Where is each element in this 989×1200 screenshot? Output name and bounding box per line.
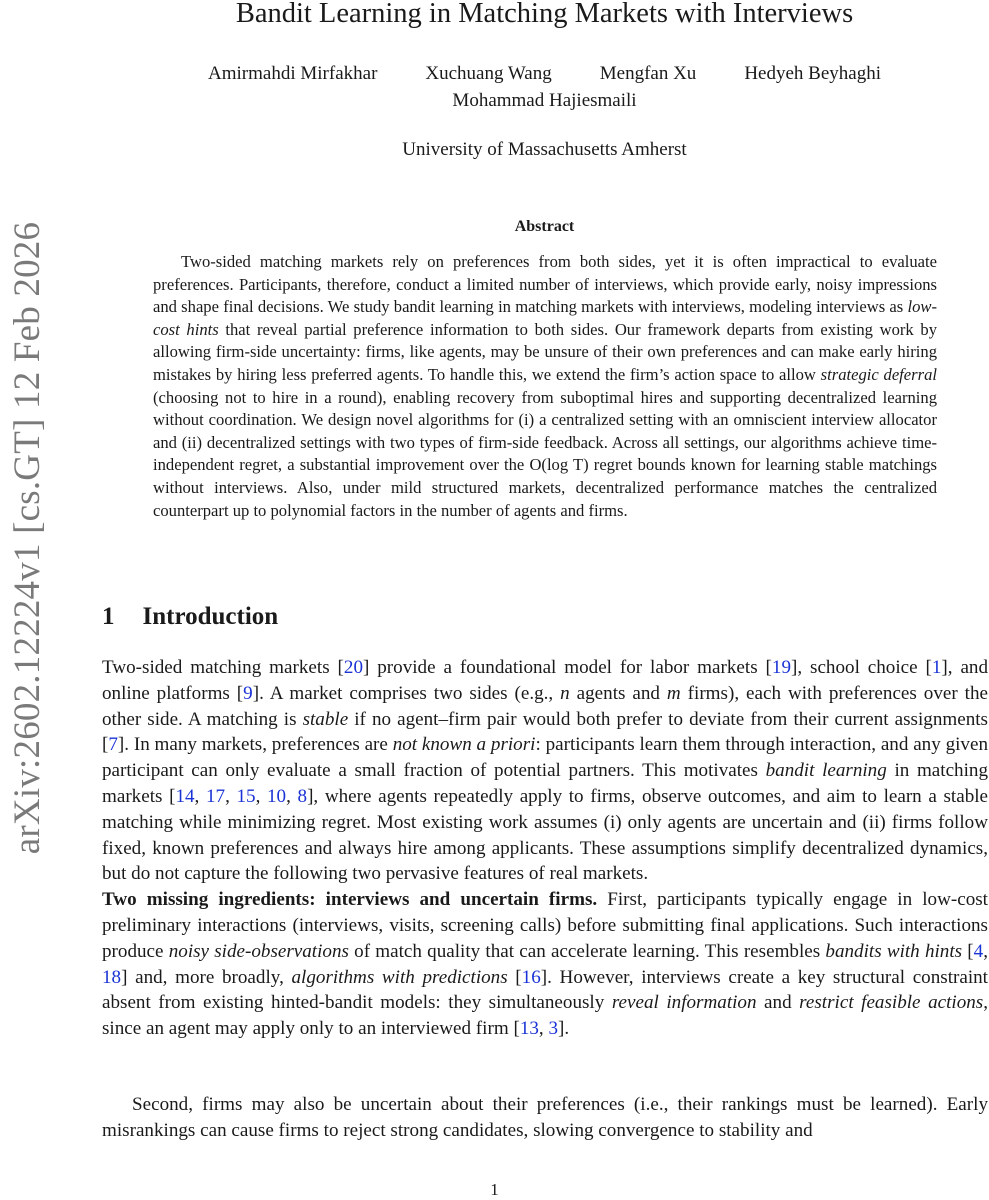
abstract-text: Two-sided matching markets rely on preferences from both sides, yet it is often impractical to evaluate preferences. Participants, therefore, conduct a limited number of interviews, which provide early, noisy impressions and shape final decisions. We study bandit learning in matching markets with interviews, modeling interviews as low-cost hints that reveal partial preference information to both sides. Our framework departs from existing work by allowing firm-side uncertainty: firms, like agents, may be unsure of their own preferences and can make early hiring mistakes by hiring less preferred agents. To handle this, we extend the firm’s action space to allow strategic deferral (choosing not to hire in a round), enabling recovery from suboptimal hires and supporting decentralized learning without coordination. We design novel algorithms for (i) a centralized setting with an omniscient interview allocator and (ii) decentralized settings with two types of firm-side feedback. Across all settings, our algorithms achieve time-independent regret, a substantial improvement over the O(log T) regret bounds known for learning stable matchings without interviews. Also, under mild structured markets, decentralized performance matches the centralized counterpart up to polynomial factors in the number of agents and firms. — [153, 252, 938, 520]
emphasis: low-cost hints — [153, 297, 937, 339]
affiliation: University of Massachusetts Amherst — [402, 139, 687, 160]
emphasis: reveal information — [611, 992, 757, 1014]
citation-link[interactable]: 4 — [973, 940, 984, 962]
citation-link[interactable]: 13 — [519, 1018, 539, 1040]
citation-link[interactable]: 1 — [931, 657, 942, 678]
paragraph-run-in-heading: Two missing ingredients: interviews and uncertain firms. — [102, 889, 598, 911]
math-variable: n — [560, 682, 570, 704]
emphasis: stable — [302, 708, 349, 730]
page-number: 1 — [490, 1180, 499, 1199]
author-row-2 — [100, 87, 989, 114]
paper-title: Bandit Learning in Matching Markets with Interviews — [235, 0, 854, 29]
citation-link[interactable]: 8 — [297, 785, 308, 807]
citation-link[interactable]: 20 — [343, 657, 363, 678]
citation-link[interactable]: 16 — [521, 966, 541, 988]
emphasis: noisy side-observations — [168, 940, 349, 962]
citation-link[interactable]: 18 — [102, 966, 122, 988]
author-name: Mengfan Xu — [599, 63, 697, 84]
citation-link[interactable]: 7 — [108, 734, 118, 756]
intro-paragraph-1: Two-sided matching markets [20] provide a foundational model for labor markets [19], school choice [1], and online platforms [9]. A market comprises two sides (e.g., n agents and m firms), each with preferences over the other side. A matching is stable if no agent–firm pair would both prefer to deviate from their current assignments [7]. In many markets, preferences are not known a priori: participants learn them through interaction, and any given participant can only evaluate a small fraction of potential partners. This motivates bandit learning in matching markets [14, 17, 15, 10, 8], where agents repeatedly apply to firms, observe outcomes, and aim to learn a stable matching while minimizing regret. Most existing work assumes (i) only agents are uncertain and (ii) firms follow fixed, known preferences and always hire among applicants. These assumptions simplify decentralized dynamics, but do not capture the following two pervasive features of real markets. Two missing ingredients: interviews and uncertain firms. First, participants typically engage in low-cost preliminary interactions (interviews, visits, screening calls) before submitting final applications. Such interactions produce noisy side-observations of match quality that can accelerate learning. This resembles bandits with hints [4, 18] and, more broadly, algorithms with predictions [16]. However, interviews create a key structural constraint absent from existing hinted-bandit models: they simultaneously reveal information and restrict feasible actions, since an agent may apply only to an interviewed firm [13, 3]. — [102, 657, 989, 1040]
emphasis: not known a priori — [392, 734, 536, 756]
author-name: Amirmahdi Mirfakhar — [208, 63, 378, 84]
citation-link[interactable]: 3 — [548, 1018, 558, 1040]
author-list — [100, 60, 989, 114]
abstract-heading: Abstract — [514, 218, 575, 235]
emphasis: bandit learning — [765, 760, 887, 782]
arxiv-identifier-stamp: arXiv:2602.12224v1 [cs.GT] 12 Feb 2026 — [7, 221, 48, 855]
citation-link[interactable]: 15 — [236, 785, 256, 807]
intro-paragraph-2: Second, firms may also be uncertain about their preferences (i.e., their rankings must be learned). Early misrankings can cause firms to reject strong candidates, slowing convergence to stability and — [102, 1094, 988, 1141]
emphasis: algorithms with predictions — [291, 966, 508, 988]
section-heading-introduction — [102, 603, 278, 631]
author-name: Mohammad Hajiesmaili — [452, 90, 637, 111]
citation-link[interactable]: 17 — [205, 785, 226, 807]
section-number: 1 — [102, 603, 115, 630]
citation-link[interactable]: 9 — [243, 682, 253, 704]
emphasis: bandits with hints — [825, 940, 963, 962]
author-row-1 — [100, 60, 989, 87]
math-variable: m — [666, 682, 681, 704]
author-name: Hedyeh Beyhaghi — [744, 63, 881, 84]
author-name: Xuchuang Wang — [425, 63, 552, 84]
emphasis: restrict feasible actions — [799, 992, 984, 1014]
math-expression: O(log T) — [529, 455, 589, 475]
emphasis: strategic deferral — [820, 364, 937, 384]
section-title: Introduction — [142, 603, 279, 630]
citation-link[interactable]: 10 — [267, 785, 287, 807]
citation-link[interactable]: 19 — [771, 657, 791, 678]
citation-link[interactable]: 14 — [175, 785, 195, 807]
